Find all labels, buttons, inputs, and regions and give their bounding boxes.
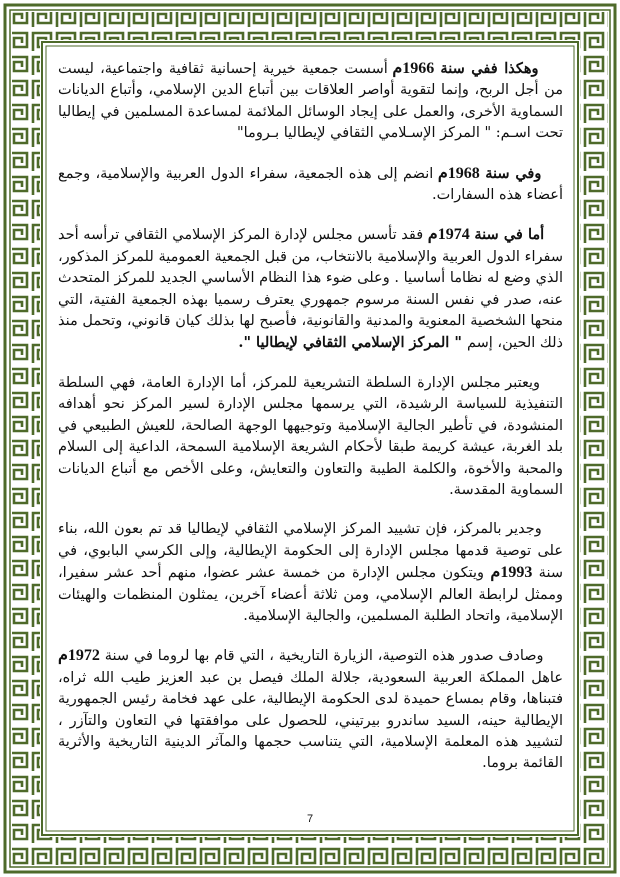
paragraph-1993 — [58, 519, 563, 627]
paragraph-text: أسست جمعية خيرية إحسانية ثقافية واجتماعية، ليست من أجل الربح، وإنما لتقوية أواصر العلاقات بين أتباع الدين الإسلامي، وأتباع الديانات السماوية الأخرى، والعمل على إيجاد الوسائل الملائمة لمساعدة المسلمين في إيطاليا تحت اسـم: " المركز الإسـلامي الثقافي لإيطاليا بـروما" — [58, 61, 563, 142]
paragraph-text: وصادف صدور هذه التوصية، الزيارة التاريخية ، التي قام بها لروما في سنة — [99, 648, 544, 665]
paragraph-text-2: ويتكون مجلس الإدارة من خمسة عشر عضوا، منهم أحد عشر سفيرا، وممثل لرابطة العالم الإسلامي، ومن ثلاثة أعضاء آخرين، يمثلون المنظمات والهيئات الإسلامية، واتحاد الطلبة المسلمين، والجالية الإسلامية. — [58, 565, 563, 624]
paragraph-text: ويعتبر مجلس الإدارة السلطة التشريعية للمركز، أما الإدارة العامة، فهي السلطة التنفيذية للسياسة الرشيدة، التي يرسمها مجلس الإدارة لسير المركز نحو أهدافه المنشودة، في تأطير الجالية الإسلامية وتوجيهها الوجهة الصالحة، للعيش الطبيعي في بلد الغربة، عيشة كريمة طبقا لأحكام الشريعة الإسلامية السمحة، الداعية إلى السلام والمحبة والأخوة، والكلمة الطيبة والتعاون والتعايش، وعلى الأخص مع أتباع الديانات السماوية المقدسة. — [58, 374, 563, 498]
lead: وهكذا ففي سنة — [440, 60, 539, 77]
year: 1968م — [437, 164, 480, 182]
paragraph-1966 — [58, 58, 563, 145]
paragraph-board — [58, 373, 563, 501]
paragraph-text-2: عاهل المملكة العربية السعودية، جلالة الملك فيصل بن عبد العزيز طيب الله ثراه، فتبناها، وقام بمساع حميدة لدى الحكومة الإيطالية، على عهد فخامة رئيس الجمهورية الإيطالية حينه، السيد ساندرو بيرتيني، للحصول على موافقتها في التعاون والتآزر ، لتشييد هذه المعلمة الإسلامية، التي يتناسب حجمها والمآثر الدينية التاريخية والأثرية القائمة بروما. — [58, 669, 563, 772]
paragraph-1968 — [58, 163, 563, 207]
paragraph-text: انضم إلى هذه الجمعية، سفراء الدول العربية والإسلامية، وجمع أعضاء هذه السفارات. — [58, 165, 563, 204]
paragraph-text: وجدير بالمركز، فإن تشييد المركز الإسلامي الثقافي لإيطاليا قد تم بعون الله، بناء على توصية قدمها مجلس الإدارة إلى الحكومة الإيطالية، وإلى الكرسي البابوي، في سنة — [58, 521, 563, 582]
paragraph-1974 — [58, 224, 563, 354]
center-name: " المركز الإسلامي الثقافي لإيطاليا ". — [238, 334, 467, 352]
page-number: 7 — [306, 813, 314, 825]
lead: وفي سنة — [485, 164, 542, 182]
lead: أما في سنة — [474, 226, 545, 244]
year: 1966م — [392, 60, 435, 77]
year: 1972م — [58, 647, 100, 665]
paragraph-text: فقد تأسس مجلس لإدارة المركز الإسلامي الثقافي ترأسه أحد سفراء الدول العربية والإسلامية بالانتخاب، من قبل الجمعية العمومية للمركز المذكور، الذي وضع له نظاما أساسيا . وعلى ضوء هذا النظام الأساسي الجديد للمركز المتحدث عنه، صدر في نفس السنة مرسوم جمهوري يعترف رسميا بهذه الجمعية الفتية، التي منحها الشخصية المعنوية والمدنية والقانونية، فأصبح لها بذلك كيان قانوني، وتحمل منذ ذلك الحين، إسم — [58, 227, 563, 352]
page-body — [58, 58, 563, 833]
paragraph-1972 — [58, 645, 563, 774]
year: 1993م — [490, 564, 533, 582]
year: 1974م — [427, 226, 470, 244]
